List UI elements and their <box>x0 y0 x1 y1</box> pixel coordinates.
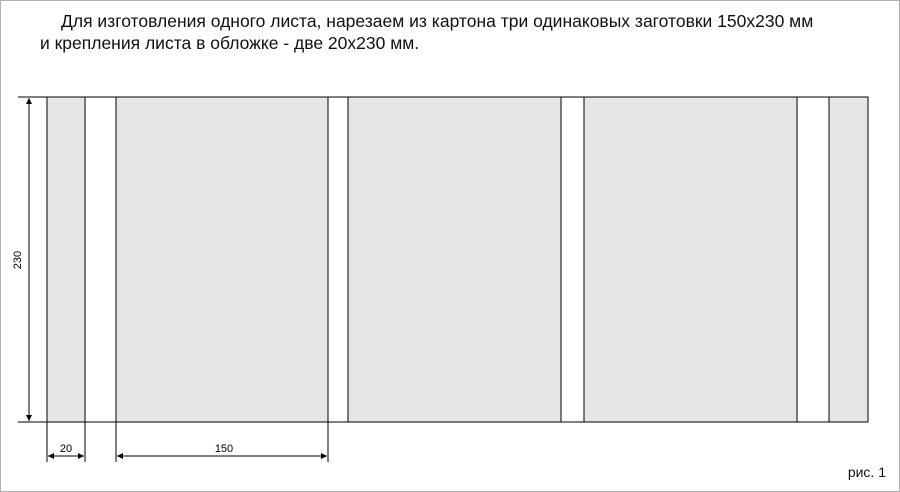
figure-caption: рис. 1 <box>847 464 886 480</box>
panel-1 <box>116 97 328 422</box>
strip-width-label: 20 <box>59 443 73 455</box>
intro-line-2: и крепления листа в обложке - две 20х230 мм. <box>40 33 420 53</box>
intro-line-1: Для изготовления одного листа, нарезаем из картона три одинаковых заготовки 150х230 мм <box>61 11 814 31</box>
panel-3 <box>584 97 797 422</box>
strip-left <box>47 97 85 422</box>
strip-right <box>829 97 868 422</box>
panel-2 <box>348 97 561 422</box>
height-label: 230 <box>12 250 24 270</box>
panel-width-label: 150 <box>214 443 234 455</box>
